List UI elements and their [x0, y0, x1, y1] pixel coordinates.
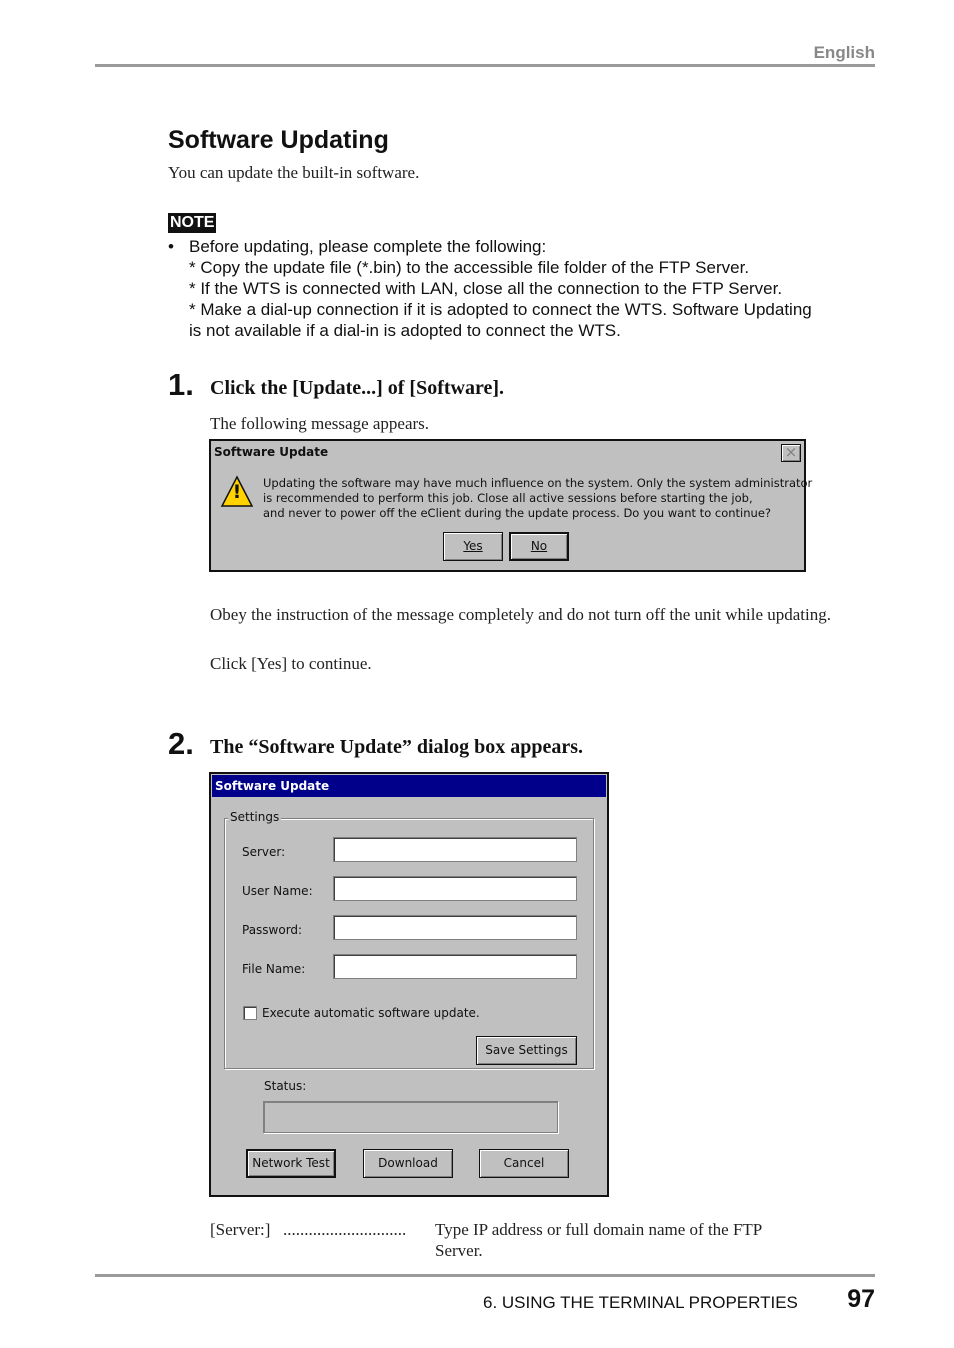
- yes-button[interactable]: Yes: [443, 532, 503, 561]
- confirm-dialog-title: Software Update: [214, 445, 329, 459]
- user-name-input[interactable]: [333, 876, 577, 901]
- status-label: Status:: [264, 1079, 307, 1093]
- section-title: Software Updating: [168, 126, 389, 154]
- note-badge: NOTE: [170, 214, 215, 231]
- server-input[interactable]: [333, 837, 577, 862]
- note-line: * If the WTS is connected with LAN, close all the connection to the FTP Server.: [189, 279, 783, 298]
- file-name-label: File Name:: [242, 962, 306, 976]
- auto-update-label: Execute automatic software update.: [262, 1006, 480, 1020]
- password-input[interactable]: [333, 915, 577, 940]
- warning-mark: !: [232, 481, 242, 503]
- update-dialog: [209, 772, 609, 1197]
- password-label: Password:: [242, 923, 303, 937]
- note-body: [168, 236, 874, 341]
- step1-number: 1.: [168, 367, 194, 402]
- no-button[interactable]: No: [509, 532, 569, 561]
- step2-title: The “Software Update” dialog box appears.: [210, 736, 583, 758]
- language-label: English: [813, 43, 875, 62]
- step2-number: 2.: [168, 726, 194, 761]
- close-icon[interactable]: ×: [781, 444, 801, 462]
- download-button[interactable]: Download: [363, 1149, 453, 1178]
- footer-rule: [95, 1274, 875, 1277]
- server-label: Server:: [242, 845, 286, 859]
- confirm-dialog: [209, 439, 813, 572]
- note-bullet: •: [168, 237, 174, 256]
- header-rule: [95, 64, 875, 67]
- note-line: * Copy the update file (*.bin) to the accessible file folder of the FTP Server.: [189, 258, 750, 277]
- confirm-message: [263, 476, 812, 521]
- file-name-input[interactable]: [333, 954, 577, 979]
- save-settings-button[interactable]: Save Settings: [476, 1036, 577, 1065]
- page-number: 97: [847, 1285, 875, 1313]
- definition-term: [Server:]: [210, 1220, 271, 1239]
- status-field: [263, 1101, 558, 1133]
- definition-dots: .............................: [283, 1220, 407, 1239]
- confirm-message-line: Updating the software may have much influence on the system. Only the system administrator: [263, 476, 813, 490]
- network-test-button[interactable]: Network Test: [246, 1149, 336, 1178]
- footer-chapter: 6. USING THE TERMINAL PROPERTIES: [483, 1293, 798, 1312]
- section-intro: You can update the built-in software.: [168, 163, 420, 182]
- note-line: * Make a dial-up connection if it is adopted to connect the WTS. Software Updating: [189, 300, 812, 319]
- note-line: Before updating, please complete the following:: [189, 237, 547, 256]
- confirm-message-line: is recommended to perform this job. Close all active sessions before starting the job,: [263, 491, 753, 505]
- step1-continue-text: Click [Yes] to continue.: [210, 654, 372, 673]
- step1-after-text: Obey the instruction of the message completely and do not turn off the unit while updating.: [210, 605, 831, 624]
- note-line: is not available if a dial-in is adopted to connect the WTS.: [189, 321, 621, 340]
- definition-description: Type IP address or full domain name of the FTP: [435, 1220, 763, 1239]
- settings-group-label: Settings: [230, 810, 280, 824]
- confirm-message-line: and never to power off the eClient during the update process. Do you want to continue?: [263, 506, 771, 520]
- step1-title: Click the [Update...] of [Software].: [210, 377, 505, 399]
- user-name-label: User Name:: [242, 884, 313, 898]
- update-dialog-title: Software Update: [212, 775, 606, 797]
- step1-text: The following message appears.: [210, 414, 430, 433]
- cancel-button[interactable]: Cancel: [479, 1149, 569, 1178]
- auto-update-checkbox[interactable]: [243, 1006, 257, 1020]
- definition-description-cont: Server.: [435, 1241, 483, 1260]
